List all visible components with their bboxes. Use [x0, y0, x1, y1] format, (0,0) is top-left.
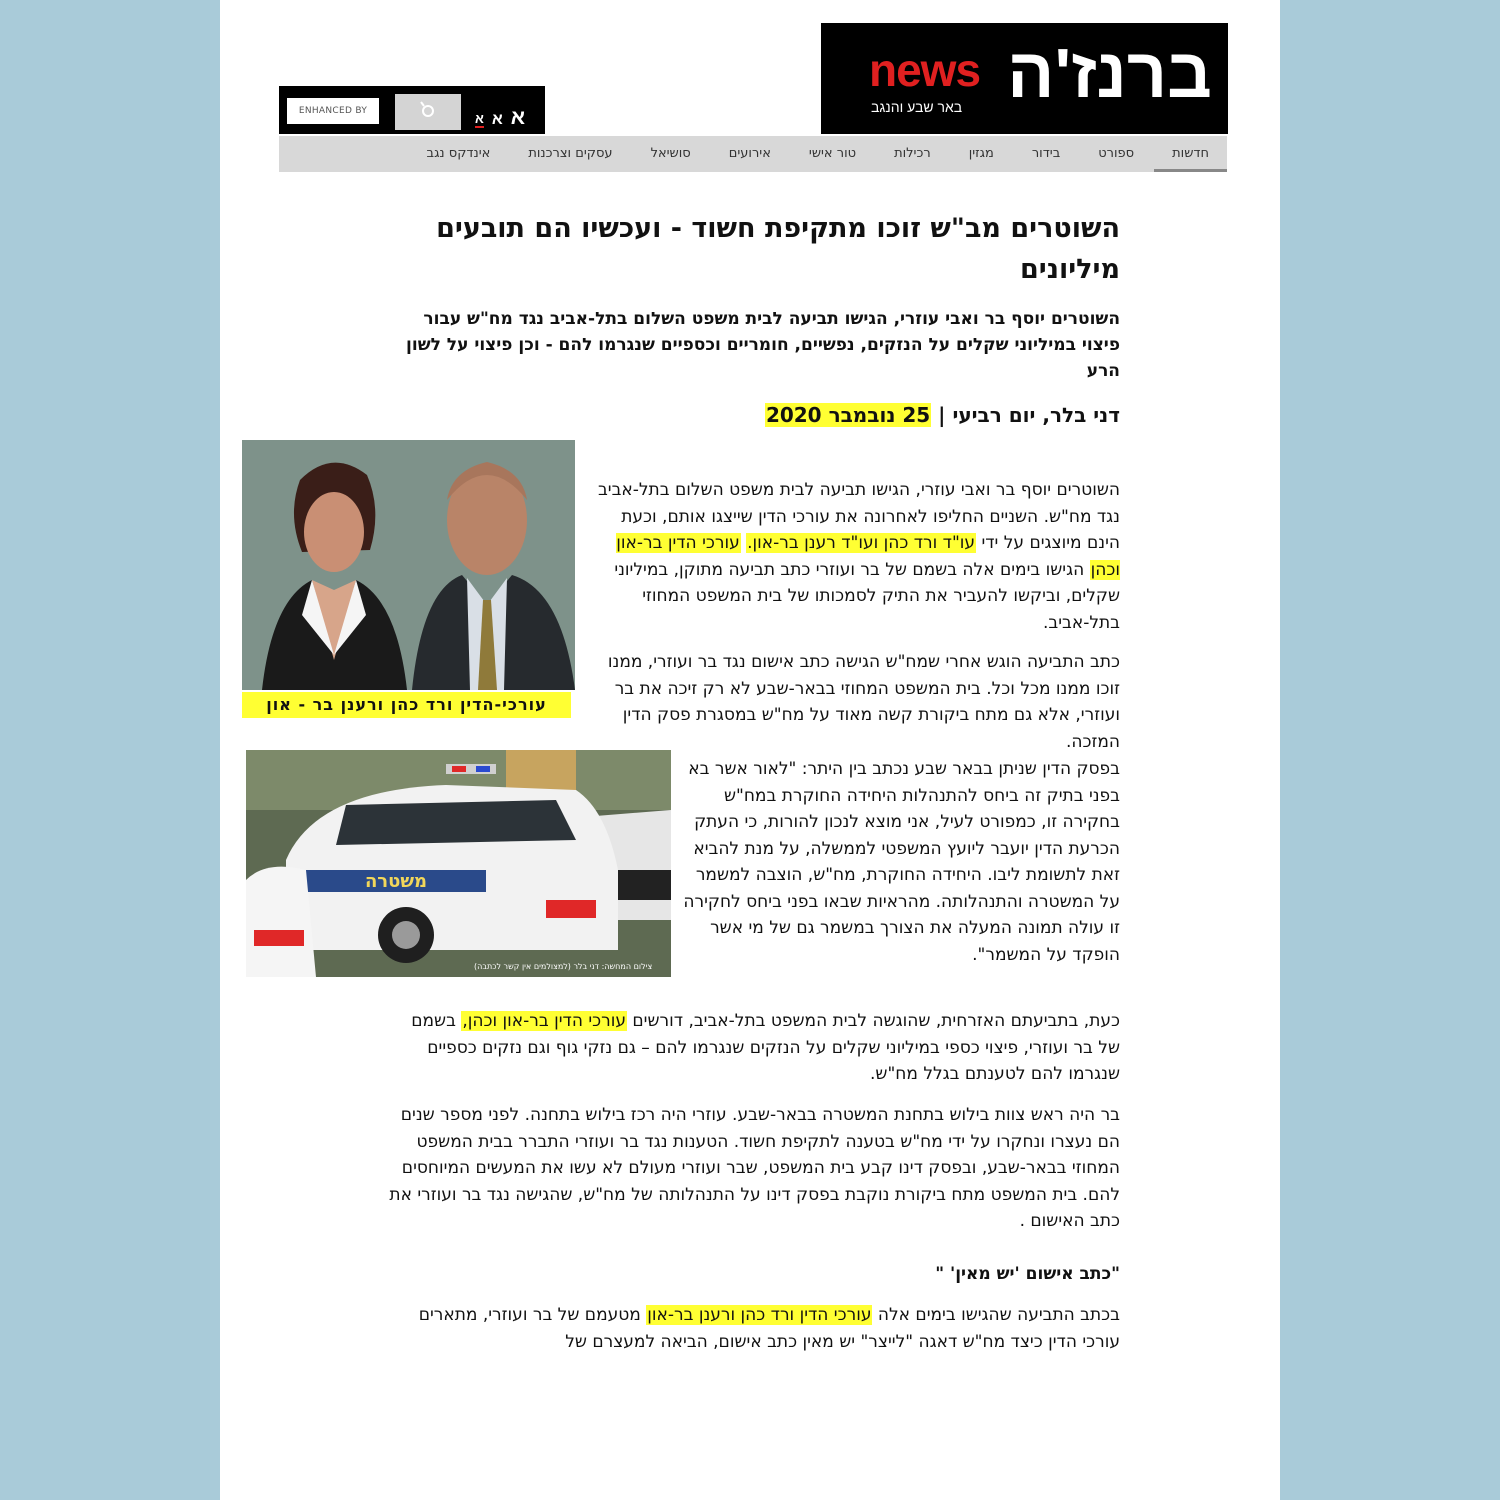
logo-brand: ברנז'ה — [1007, 34, 1212, 112]
p4-highlight-lawyers: עורכי הדין בר-און וכהן, — [462, 1011, 626, 1031]
nav-item-column[interactable]: טור אישי — [808, 146, 857, 161]
search-icon — [420, 101, 436, 119]
article-paragraph-1 — [596, 477, 1120, 636]
p1-text-a: השוטרים יוסף בר ואבי עוזרי, הגישו תביעה לבית משפט השלום בתל-אביב נגד מח"ש. השניים החליפו לאחרונה את עורכי הדין שייצגו אותם, וכעת הינם מיוצגים על ידי — [597, 480, 1120, 553]
p6-highlight-lawyers: עורכי הדין ורד כהן ורענן בר-און — [647, 1305, 872, 1325]
byline-author: דני בלר, יום רביעי | — [931, 403, 1120, 427]
logo-tagline: באר שבע והנגב — [871, 99, 963, 115]
nav-item-negev-index[interactable]: אינדקס נגב — [426, 146, 491, 161]
lawyers-caption: עורכי-הדין ורד כהן ורענן בר - און — [242, 692, 571, 718]
p4-text-b: בשמם של בר ועוזרי, פיצוי כספי במיליוני שקלים על הנזקים שנגרמו להם – גם נזקי גוף וגם נזקים כספיים שנגרמו להם לטענתם בגלל מח"ש. — [411, 1011, 1120, 1084]
police-car-photo — [246, 750, 671, 977]
article-paragraph-4 — [390, 1008, 1120, 1088]
article-paragraph-5: בר היה ראש צוות בילוש בתחנת המשטרה בבאר-שבע. עוזרי היה רכז בילוש בתחנה. לפני מספר שנים הם נעצרו ונחקרו על ידי מח"ש בטענה לתקיפת חשוד. הטענות נגד בר ועוזרי התברר בבית המשפט המחוזי בבאר-שבע, ובפסק דינו קבע בית המשפט, שבר ועוזרי מעולם לא עשו את המעשים המיוחסים להם. בית המשפט מתח ביקורת נוקבת בפסק דינו על התנהלותה של מח"ש, שהגישה נגד בר ועוזרי את כתב האישום . — [389, 1105, 1120, 1231]
article-paragraph-6 — [386, 1302, 1120, 1355]
nav-item-gossip[interactable]: רכילות — [894, 146, 931, 161]
police-car-label: משטרה — [364, 871, 428, 892]
font-size-controls — [475, 94, 525, 128]
p4-text-a: כעת, בתביעתם האזרחית, שהוגשה לבית המשפט בתל-אביב, דורשים — [627, 1011, 1120, 1031]
font-size-medium[interactable]: א — [491, 111, 503, 128]
byline-date: 25 נובמבר 2020 — [765, 403, 931, 427]
article-paragraph-3: בפסק הדין שניתן בבאר שבע נכתב בין היתר: "לאור אשר בא בפני בתיק זה ביחס להתנהלות היחידה החוקרת במח"ש בחקירה זו, כמפורט לעיל, אני מוצא לנכון להורות, כי העתק הכרעת הדין יועבר ליועץ המשפטי לממשלה, על מנת להביא זאת לתשומת ליבו. היחידה החוקרת, מח"ש, הוצבה למשמר על המשטרה והתנהלותה. מהראיות שבאו בפני ביחס לחקירה זו עולה תמונה המעלה את הצורך במשמר גם של מי אשר הופקד על המשמר". — [683, 759, 1120, 965]
nav-item-entertainment[interactable]: בידור — [1031, 146, 1061, 161]
enhanced-by-badge[interactable]: ENHANCED BY — [287, 98, 379, 124]
p1-highlight-lawyers: עו"ד ורד כהן ועו"ד רענן בר-און. — [747, 533, 976, 553]
logo-news: news — [869, 44, 981, 96]
font-size-small[interactable]: א — [475, 111, 484, 126]
p6-text-a: בכתב התביעה שהגישו בימים אלה — [872, 1305, 1120, 1325]
article-subtitle: השוטרים יוסף בר ואבי עוזרי, הגישו תביעה לבית משפט השלום בתל-אביב נגד מח"ש עבור פיצוי במיליוני שקלים על הנזקים, נפשיים, חומריים וכספיים שנגרמו להם - וכן פיצוי על לשון הרע — [406, 309, 1120, 381]
nav-item-social[interactable]: סושיאל — [650, 146, 691, 161]
article-paragraph-2: כתב התביעה הוגש אחרי שמח"ש הגישה כתב אישום נגד בר ועוזרי, ממנו זוכו ממנו מכל וכל. בית המשפט המחוזי בבאר-שבע לא רק זיכה את בר ועוזרי, אלא גם מתח ביקורת קשה מאוד על מח"ש במסגרת פסק הדין המזכה. — [607, 652, 1120, 752]
nav-item-magazine[interactable]: מגזין — [968, 146, 994, 161]
font-size-large[interactable]: א — [510, 106, 526, 129]
nav-item-sports[interactable]: ספורט — [1098, 146, 1135, 161]
p1-text-c: הגישו בימים אלה בשמם של בר ועוזרי כתב תביעה מתוקן, במיליוני שקלים, וביקשו להעביר את התיק לסמכותו של בית המשפט המחוזי בתל-אביב. — [614, 559, 1120, 633]
article-byline — [540, 400, 1120, 430]
p6-text-b: מטעמם של בר ועוזרי, מתארים עורכי הדין כיצד מח"ש דאגה "לייצר" יש מאין כתב אישום, הביאה למעצרם של — [418, 1305, 1120, 1352]
p1-highlight-lawyers-2: עורכי הדין בר-און וכהן — [616, 533, 1120, 580]
lawyers-illustration — [242, 440, 575, 690]
police-car-illustration — [246, 750, 671, 977]
accessibility-toolbar — [279, 86, 545, 134]
nav-item-events[interactable]: אירועים — [728, 146, 771, 161]
lawyers-photo — [242, 440, 575, 690]
site-logo[interactable] — [821, 23, 1228, 134]
article-headline: השוטרים מב"ש זוכו מתקיפת חשוד - ועכשיו הם תובעים מיליונים — [436, 213, 1120, 285]
photo-credit: צילום המחשה: דני בלר (למצולמים אין קשר לכתבה) — [474, 962, 653, 971]
search-button[interactable] — [395, 94, 461, 130]
article-subheading: "כתב אישום 'יש מאין' " — [935, 1264, 1120, 1284]
nav-item-news[interactable]: חדשות — [1172, 136, 1209, 172]
main-nav — [279, 136, 1227, 172]
page — [220, 0, 1280, 1500]
nav-item-business[interactable]: עסקים וצרכנות — [528, 146, 613, 161]
